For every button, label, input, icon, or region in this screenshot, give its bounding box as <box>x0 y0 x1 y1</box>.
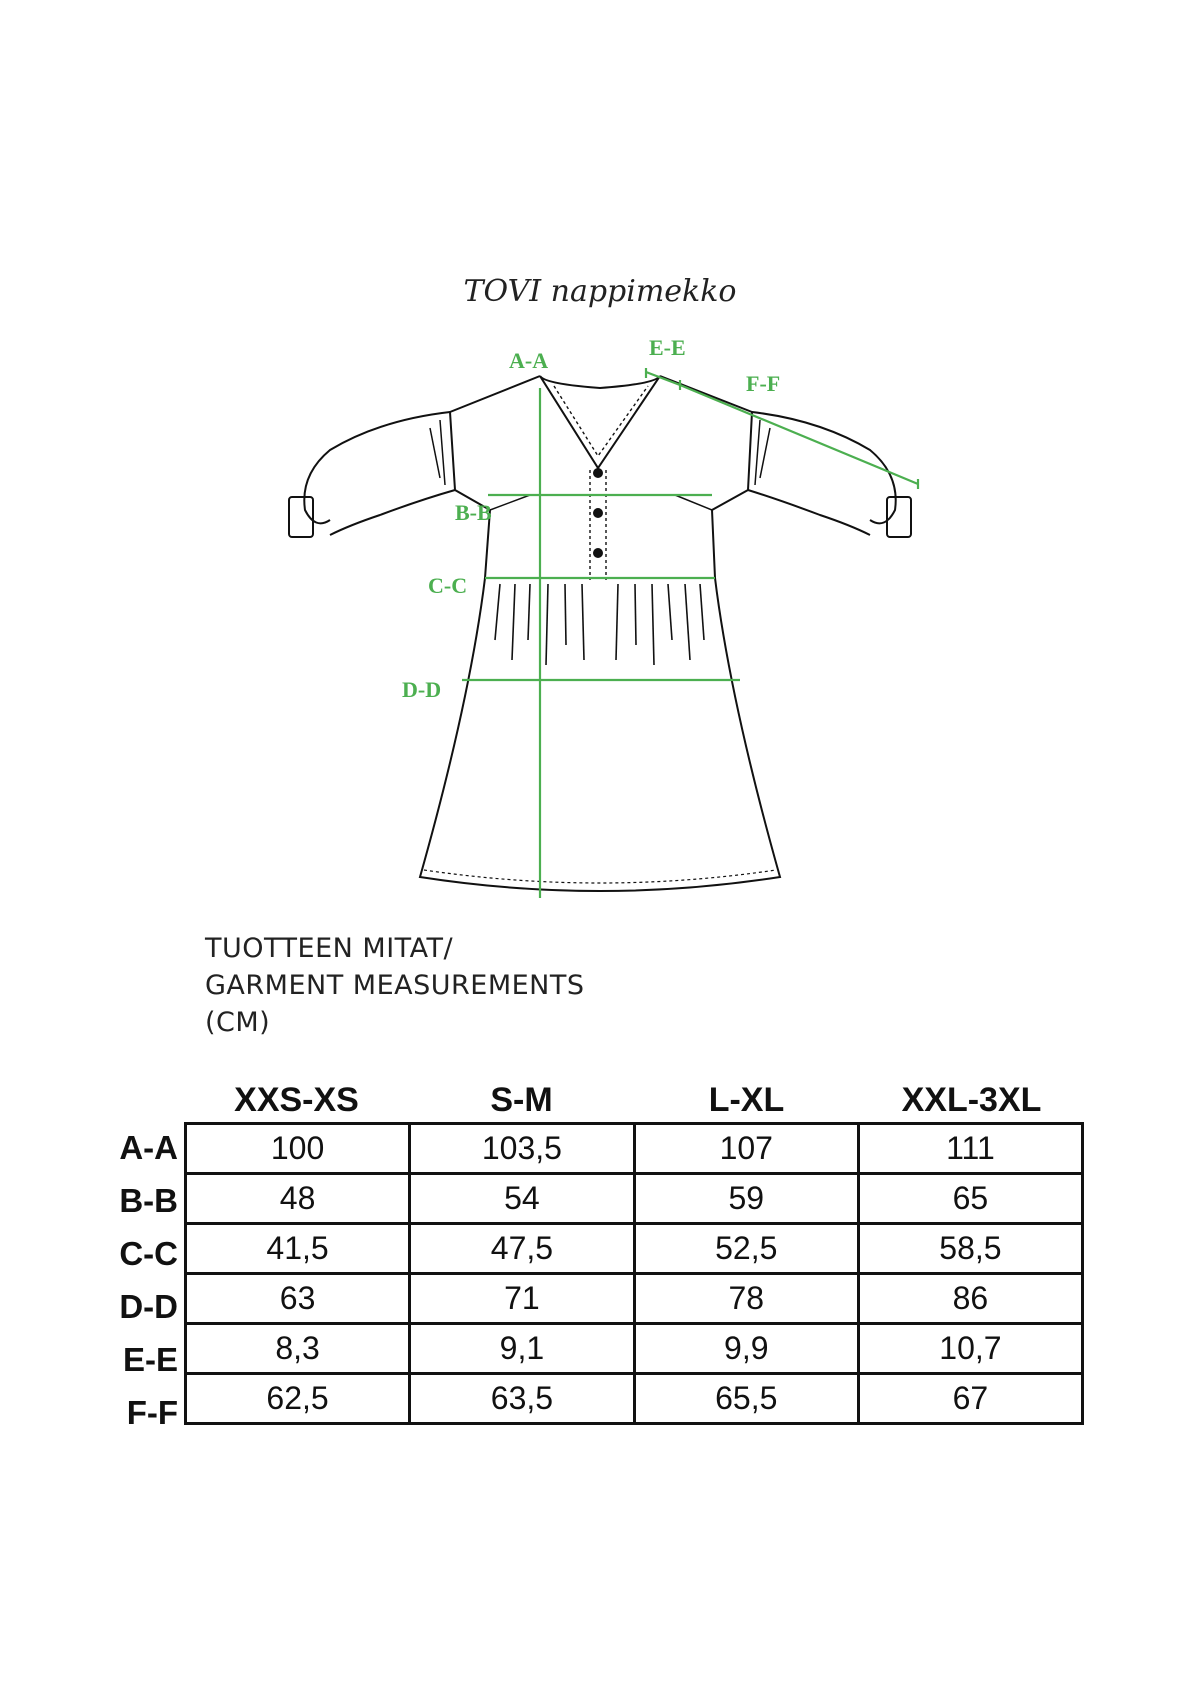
label-d-d: D-D <box>402 677 442 702</box>
row-label: F-F <box>126 1394 178 1431</box>
table-cell: 47,5 <box>410 1224 635 1274</box>
table-cell: 52,5 <box>634 1224 858 1274</box>
skirt-gathers <box>495 584 704 665</box>
table-cell: 100 <box>186 1124 410 1174</box>
measurements-table <box>184 1122 1084 1425</box>
table-cell: 78 <box>634 1274 858 1324</box>
heading-line-1: TUOTTEEN MITAT/ <box>205 933 454 964</box>
label-f-f: F-F <box>746 371 781 396</box>
table-row <box>186 1224 1083 1274</box>
label-a-a: A-A <box>509 348 549 373</box>
table-row <box>186 1324 1083 1374</box>
table-cell: 10,7 <box>858 1324 1082 1374</box>
label-c-c: C-C <box>428 573 468 598</box>
table-cell: 71 <box>410 1274 635 1324</box>
table-cell: 67 <box>858 1374 1082 1424</box>
row-label: E-E <box>122 1341 178 1378</box>
column-header: S-M <box>490 1081 553 1119</box>
table-cell: 65,5 <box>634 1374 858 1424</box>
table-cell: 9,9 <box>634 1324 858 1374</box>
table-cell: 8,3 <box>186 1324 410 1374</box>
page-title: TOVI nappimekko <box>463 274 737 309</box>
table-cell: 62,5 <box>186 1374 410 1424</box>
table-cell: 111 <box>858 1124 1082 1174</box>
row-label: B-B <box>119 1182 178 1219</box>
table-cell: 58,5 <box>858 1224 1082 1274</box>
heading-line-2: GARMENT MEASUREMENTS <box>205 970 585 1001</box>
table-cell: 41,5 <box>186 1224 410 1274</box>
measurement-labels <box>402 335 780 702</box>
column-header: XXL-3XL <box>901 1081 1042 1119</box>
table-cell: 86 <box>858 1274 1082 1324</box>
label-b-b: B-B <box>455 500 492 525</box>
table-cell: 63 <box>186 1274 410 1324</box>
buttons <box>593 468 603 558</box>
measurements-heading <box>205 930 585 1041</box>
column-header: XXS-XS <box>234 1081 359 1119</box>
dress-outline <box>289 376 911 891</box>
table-cell: 107 <box>634 1124 858 1174</box>
table-cell: 65 <box>858 1174 1082 1224</box>
row-label: C-C <box>119 1235 178 1272</box>
heading-line-3: (CM) <box>205 1007 271 1038</box>
table-cell: 103,5 <box>410 1124 635 1174</box>
table-cell: 63,5 <box>410 1374 635 1424</box>
table-cell: 48 <box>186 1174 410 1224</box>
table-cell: 54 <box>410 1174 635 1224</box>
table-row <box>186 1124 1083 1174</box>
table-row <box>186 1274 1083 1324</box>
measurement-lines <box>462 368 918 898</box>
label-e-e: E-E <box>649 335 686 360</box>
table-row <box>186 1174 1083 1224</box>
row-label: D-D <box>119 1288 178 1325</box>
column-header: L-XL <box>708 1081 785 1119</box>
row-label: A-A <box>119 1129 178 1166</box>
table-row <box>186 1374 1083 1424</box>
table-cell: 9,1 <box>410 1324 635 1374</box>
table-cell: 59 <box>634 1174 858 1224</box>
